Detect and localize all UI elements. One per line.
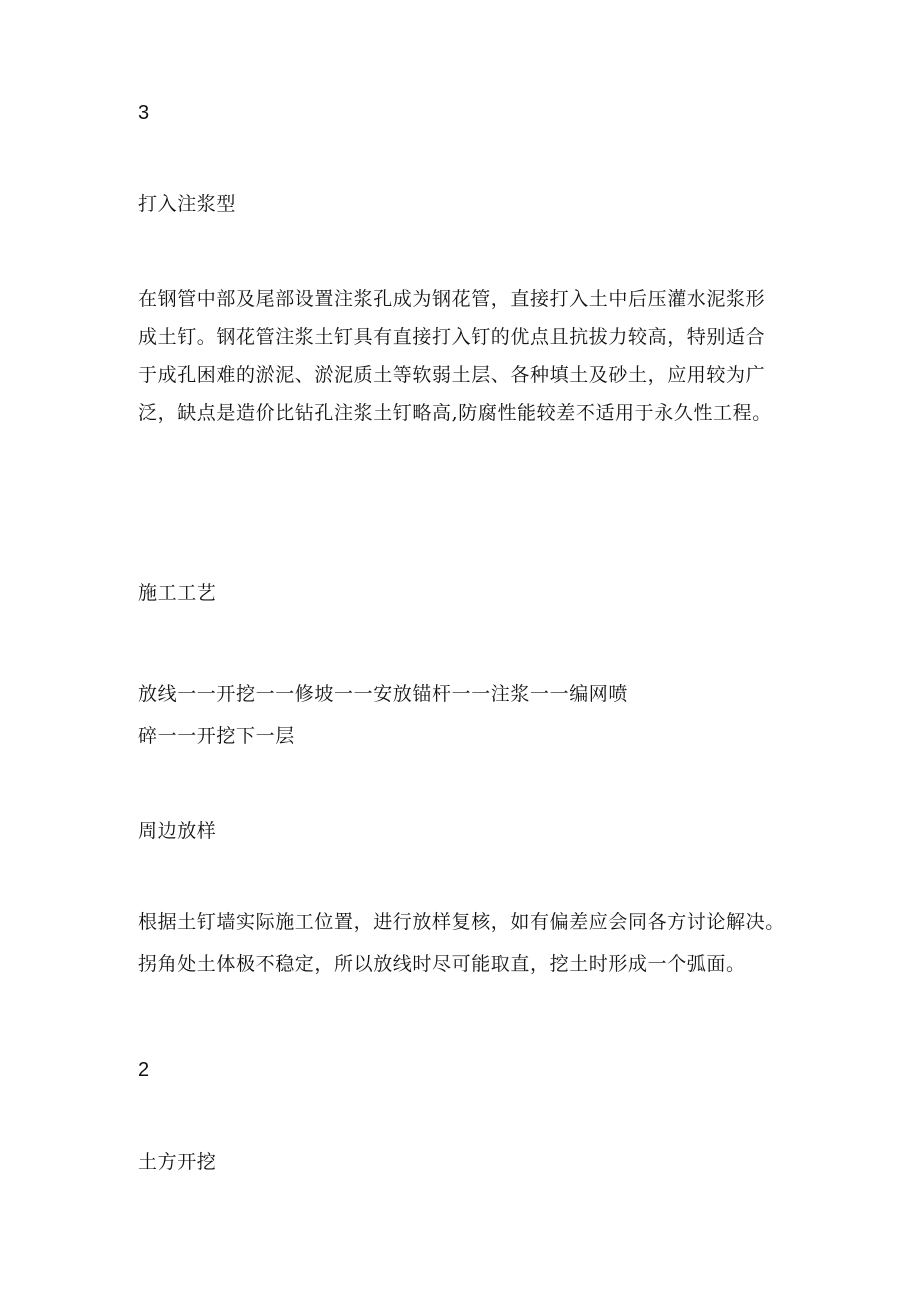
section-number-2: 2 <box>138 1059 150 1081</box>
paragraph-line: 泛，缺点是造价比钻孔注浆土钉略高,防腐性能较差不适用于永久性工程。 <box>138 402 772 424</box>
section-heading-earth-excavation: 土方开挖 <box>138 1151 217 1173</box>
paragraph-line: 于成孔困难的淤泥、淤泥质土等软弱土层、各种填土及砂土，应用较为广 <box>138 364 766 386</box>
process-flow <box>138 673 628 757</box>
perimeter-survey-paragraph <box>138 901 785 985</box>
section-heading-perimeter-survey: 周边放样 <box>138 820 217 842</box>
section-heading-driven-grouting: 打入注浆型 <box>138 193 237 215</box>
section-heading-construction-process: 施工工艺 <box>138 582 217 604</box>
process-flow-line: 放线一一开挖一一修坡一一安放锚杆一一注浆一一编网喷 <box>138 683 629 705</box>
paragraph-line: 拐角处土体极不稳定，所以放线时尽可能取直，挖土时形成一个弧面。 <box>138 953 746 975</box>
paragraph-line: 在钢管中部及尾部设置注浆孔成为钢花管，直接打入土中后压灌水泥浆形 <box>138 288 766 310</box>
driven-grouting-paragraph <box>138 280 772 432</box>
process-flow-line: 碎一一开挖下一层 <box>138 725 295 747</box>
paragraph-line: 根据土钉墙实际施工位置，进行放样复核，如有偏差应会同各方讨论解决。 <box>138 911 785 933</box>
paragraph-line: 成土钉。钢花管注浆土钉具有直接打入钉的优点且抗拔力较高，特别适合 <box>138 326 766 348</box>
section-number-3: 3 <box>138 102 150 124</box>
